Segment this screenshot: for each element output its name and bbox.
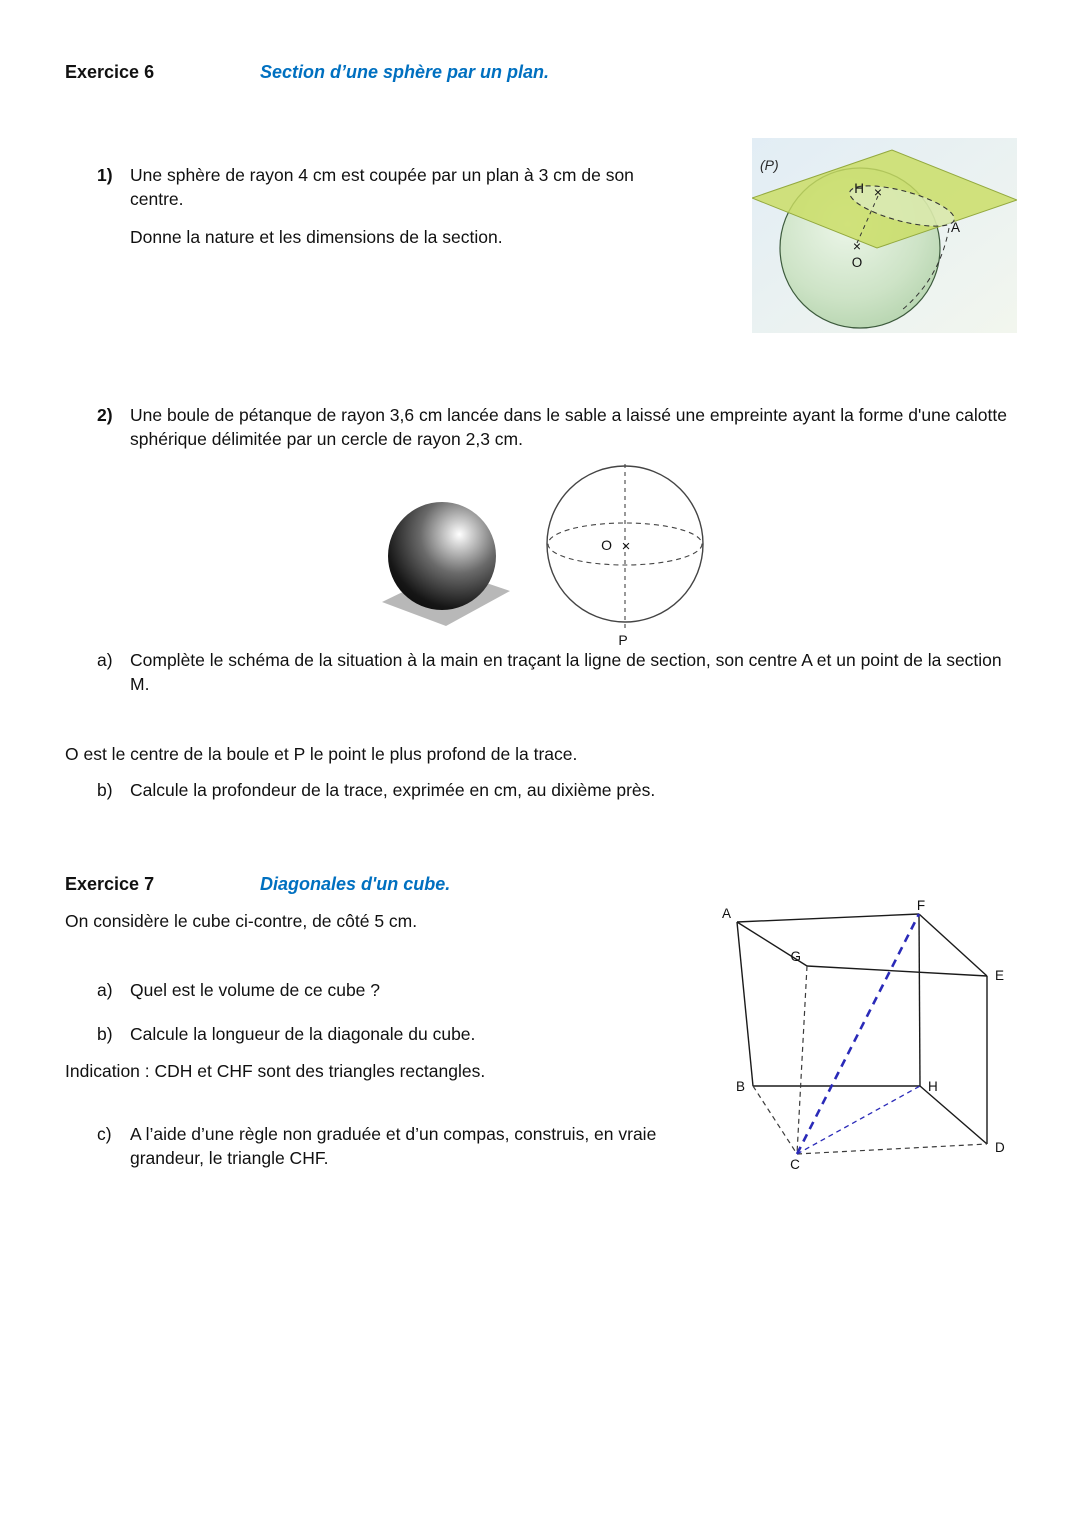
exercise6-question2 — [97, 403, 1027, 451]
exercise7-header — [65, 872, 765, 898]
vertex-c-label: C — [790, 1157, 800, 1172]
exercise7-question-c — [97, 1122, 697, 1170]
h-cross-mark: × — [873, 184, 883, 200]
question-b-number: b) — [97, 780, 113, 800]
vertex-d-label: D — [995, 1140, 1005, 1155]
point-h-label: H — [854, 181, 864, 196]
question7-c-number: c) — [97, 1124, 112, 1144]
question2-text: Une boule de pétanque de rayon 3,6 cm lancée dans le sable a laissé une empreinte ayant la forme d'une calotte sphérique délimitée par un cercle de rayon 2,3 cm. — [130, 405, 1007, 450]
question-b-text: Calcule la profondeur de la trace, exprimée en cm, au dixième près. — [130, 780, 656, 800]
vertex-g-label: G — [790, 949, 801, 964]
face-diagonal-ch — [797, 1086, 920, 1154]
space-diagonal-cf — [797, 914, 919, 1154]
exercise6-title: Section d’une sphère par un plan. — [260, 62, 550, 82]
vertex-a-label: A — [721, 906, 731, 921]
plane-name-label: (P) — [760, 157, 779, 173]
cube-visible-edges — [737, 914, 987, 1144]
vertex-e-label: E — [995, 968, 1005, 983]
question1-number: 1) — [97, 165, 113, 185]
exercise7-title: Diagonales d'un cube. — [260, 874, 451, 894]
vertex-h-label: H — [928, 1079, 938, 1094]
exercise6-question-a — [97, 648, 1042, 696]
exercise7-label: Exercice 7 — [65, 874, 155, 894]
point-a-label: A — [951, 220, 961, 235]
exercise6-note: O est le centre de la boule et P le point le plus profond de la trace. — [65, 744, 578, 764]
question2-number: 2) — [97, 405, 113, 425]
question-a-text: Complète le schéma de la situation à la main en traçant la ligne de section, son centre A et un point de la section M. — [130, 650, 1002, 695]
exercise6-label: Exercice 6 — [65, 62, 155, 82]
exercise6-header — [65, 60, 765, 86]
center-cross-mark: × — [621, 538, 631, 555]
petanque-ball — [388, 502, 496, 610]
question7-a-number: a) — [97, 980, 113, 1000]
point-o-label: O — [851, 255, 863, 270]
exercise6-question-b — [97, 778, 997, 802]
exercise7-question-b — [97, 1022, 647, 1046]
exercise7-intro: On considère le cube ci-contre, de côté 5 cm. — [65, 911, 418, 931]
cube-hidden-edges — [753, 966, 987, 1154]
question7-a-text: Quel est le volume de ce cube ? — [130, 980, 381, 1000]
question7-b-number: b) — [97, 1024, 113, 1044]
petanque-figure — [380, 458, 710, 650]
sphere-plane-figure — [752, 138, 1017, 333]
cube-vertex-labels — [722, 900, 1005, 1172]
question-a-number: a) — [97, 650, 113, 670]
vertex-f-label: F — [916, 900, 926, 913]
cube-figure — [715, 900, 1010, 1175]
exercise6-question1 — [97, 163, 670, 211]
question1-text: Une sphère de rayon 4 cm est coupée par un plan à 3 cm de son centre. — [130, 165, 634, 210]
vertex-b-label: B — [735, 1079, 745, 1094]
o-cross-mark: × — [852, 238, 862, 254]
center-o-label: O — [601, 537, 612, 553]
exercise7-question-a — [97, 978, 647, 1002]
question7-c-text: A l’aide d’une règle non graduée et d’un compas, construis, en vraie grandeur, le triangle CHF. — [130, 1124, 657, 1169]
question7-b-text: Calcule la longueur de la diagonale du cube. — [130, 1024, 476, 1044]
exercise6-question1-sub: Donne la nature et les dimensions de la section. — [130, 227, 503, 247]
point-p-label: P — [618, 632, 628, 648]
exercise7-hint: Indication : CDH et CHF sont des triangles rectangles. — [65, 1061, 486, 1081]
